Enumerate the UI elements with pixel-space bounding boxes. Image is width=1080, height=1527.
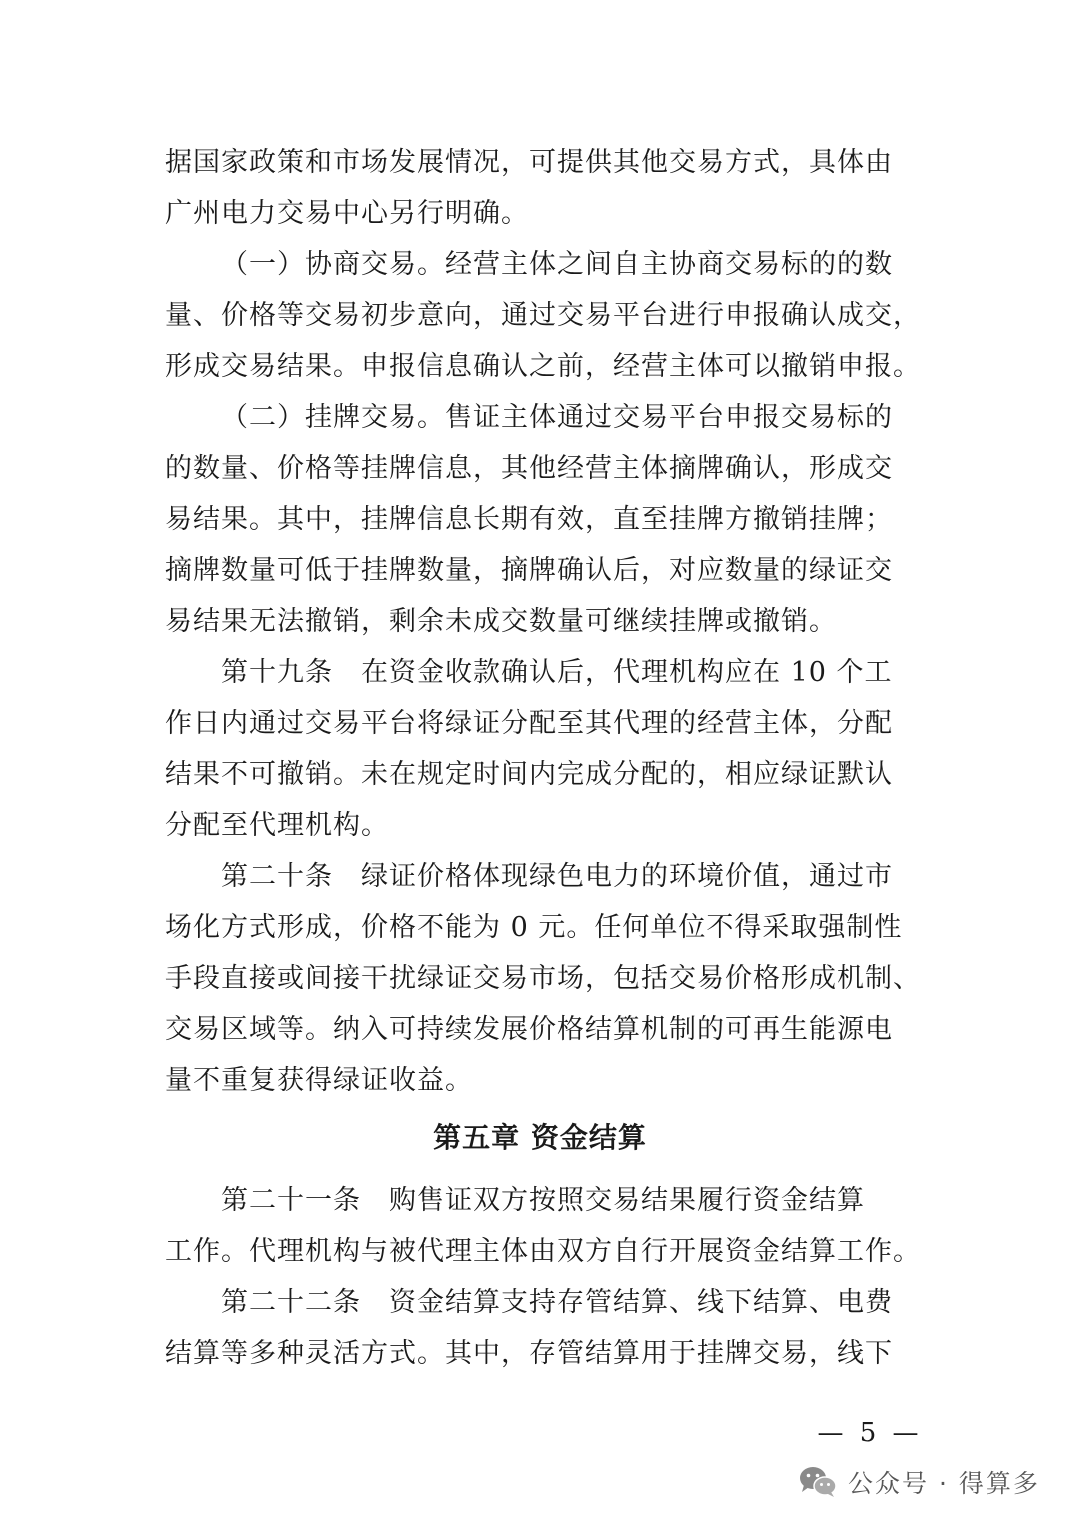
- text-line: 结果不可撤销。未在规定时间内完成分配的，相应绿证默认: [165, 759, 893, 790]
- text-line: 量不重复获得绿证收益。: [165, 1065, 473, 1096]
- text-line: 摘牌数量可低于挂牌数量，摘牌确认后，对应数量的绿证交: [165, 555, 893, 586]
- text-line: 易结果无法撤销，剩余未成交数量可继续挂牌或撤销。: [165, 606, 837, 637]
- text-line: 分配至代理机构。: [165, 810, 389, 841]
- page-number: — 5 —: [817, 1418, 923, 1448]
- text-line: 的数量、价格等挂牌信息，其他经营主体摘牌确认，形成交: [165, 453, 893, 484]
- watermark: [798, 1462, 1068, 1502]
- watermark-text: 公众号 · 得算多: [848, 1469, 1040, 1498]
- text-line: 第二十二条 资金结算支持存管结算、线下结算、电费: [221, 1287, 893, 1318]
- text-line: 据国家政策和市场发展情况，可提供其他交易方式，具体由: [165, 147, 893, 178]
- text-line: 手段直接或间接干扰绿证交易市场，包括交易价格形成机制、: [165, 963, 921, 994]
- text-line: 交易区域等。纳入可持续发展价格结算机制的可再生能源电: [165, 1014, 893, 1045]
- text-line: （一）协商交易。经营主体之间自主协商交易标的的数: [221, 249, 893, 280]
- text-line: 结算等多种灵活方式。其中，存管结算用于挂牌交易，线下: [165, 1338, 893, 1369]
- chapter-heading: 第五章 资金结算: [433, 1121, 647, 1154]
- text-line: 量、价格等交易初步意向，通过交易平台进行申报确认成交，: [165, 300, 921, 331]
- text-line: 工作。代理机构与被代理主体由双方自行开展资金结算工作。: [165, 1236, 921, 1267]
- text-line: 第二十条 绿证价格体现绿色电力的环境价值，通过市: [221, 861, 893, 892]
- text-line: 第二十一条 购售证双方按照交易结果履行资金结算: [221, 1185, 865, 1216]
- text-line: 作日内通过交易平台将绿证分配至其代理的经营主体，分配: [165, 708, 893, 739]
- text-line: （二）挂牌交易。售证主体通过交易平台申报交易标的: [221, 402, 893, 433]
- text-line: 易结果。其中，挂牌信息长期有效，直至挂牌方撤销挂牌；: [165, 504, 893, 535]
- wechat-icon: [798, 1465, 838, 1499]
- text-line: 形成交易结果。申报信息确认之前，经营主体可以撤销申报。: [165, 351, 921, 382]
- text-line: 第十九条 在资金收款确认后，代理机构应在 10 个工: [221, 657, 893, 688]
- text-line: 场化方式形成，价格不能为 0 元。任何单位不得采取强制性: [165, 912, 903, 943]
- text-line: 广州电力交易中心另行明确。: [165, 198, 529, 229]
